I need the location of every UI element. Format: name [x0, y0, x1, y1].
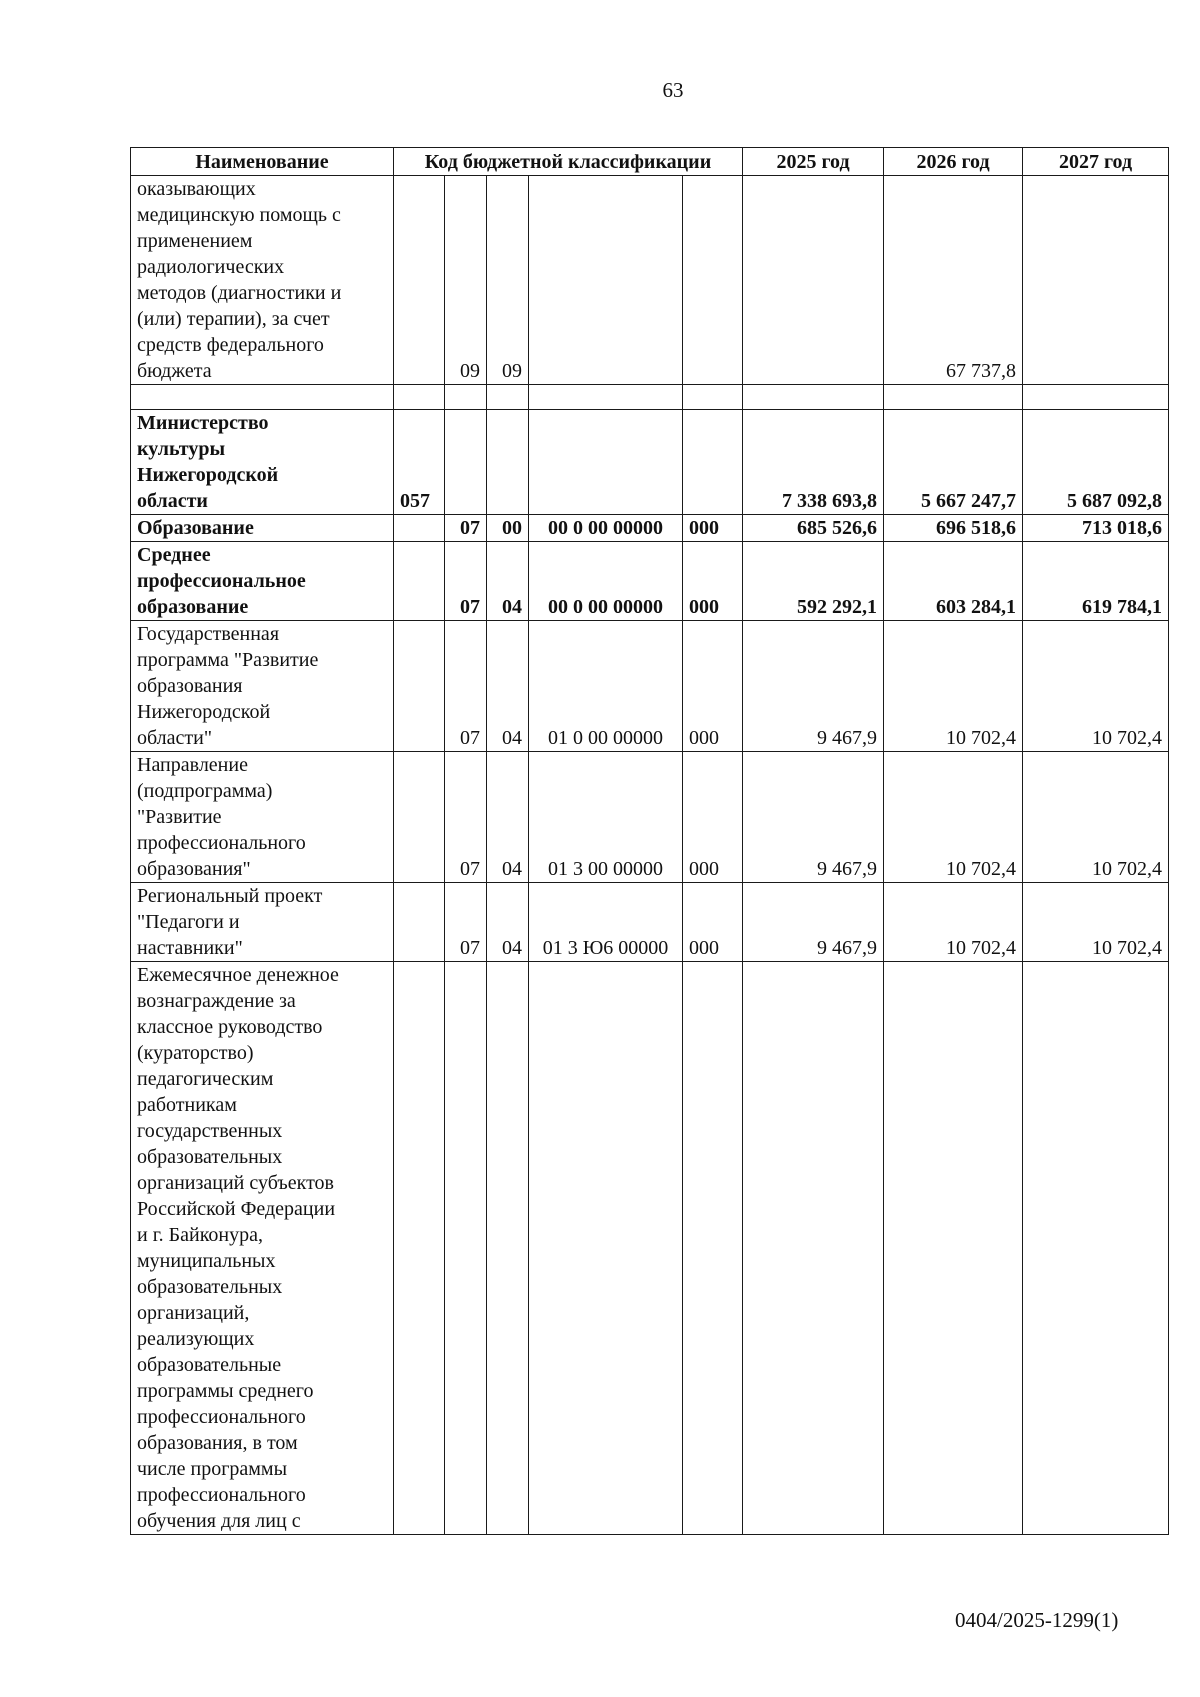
cell-csr	[529, 176, 683, 385]
cell-ved	[394, 752, 445, 883]
table-row	[131, 542, 1169, 621]
cell-name	[131, 752, 394, 883]
name-line: наставники"	[137, 937, 243, 959]
cell-ved	[394, 176, 445, 385]
cell-vr: 000	[683, 515, 743, 542]
name-line: Министерство	[137, 412, 269, 434]
cell-2025: 685 526,6	[743, 515, 884, 542]
cell-2026	[884, 962, 1023, 1535]
cell-pr: 04	[487, 752, 529, 883]
name-line: обучения для лиц с	[137, 1510, 301, 1532]
cell-ved	[394, 542, 445, 621]
cell-2025	[743, 176, 884, 385]
cell-pr: 04	[487, 621, 529, 752]
document-code: 0404/2025-1299(1)	[955, 1608, 1119, 1632]
cell-vr: 000	[683, 621, 743, 752]
name-line: радиологических	[137, 256, 285, 278]
cell-2027: 10 702,4	[1023, 752, 1169, 883]
name-line: муниципальных	[137, 1250, 276, 1272]
cell-2027: 5 687 092,8	[1023, 410, 1169, 515]
cell-2027: 713 018,6	[1023, 515, 1169, 542]
cell-csr	[529, 962, 683, 1535]
cell-2025	[743, 385, 884, 410]
cell-csr: 00 0 00 00000	[529, 515, 683, 542]
cell-name	[131, 385, 394, 410]
cell-2027	[1023, 385, 1169, 410]
cell-vr: 000	[683, 883, 743, 962]
name-line: оказывающих	[137, 178, 256, 200]
name-line: медицинскую помощь с	[137, 204, 341, 226]
name-line: "Развитие	[137, 806, 222, 828]
table-row	[131, 515, 1169, 542]
name-line: образовательные	[137, 1354, 282, 1376]
cell-2026: 696 518,6	[884, 515, 1023, 542]
name-line: Российской Федерации	[137, 1198, 336, 1220]
cell-name	[131, 962, 394, 1535]
cell-name	[131, 176, 394, 385]
cell-ved	[394, 883, 445, 962]
name-line: организаций,	[137, 1302, 250, 1324]
cell-2026: 603 284,1	[884, 542, 1023, 621]
cell-ved	[394, 385, 445, 410]
cell-rz	[445, 962, 487, 1535]
cell-pr	[487, 385, 529, 410]
name-line: профессионального	[137, 1406, 306, 1428]
cell-csr: 01 3 Ю6 00000	[529, 883, 683, 962]
name-line: области"	[137, 727, 213, 749]
cell-rz: 07	[445, 883, 487, 962]
name-line: Нижегородской	[137, 464, 279, 486]
name-line: образование	[137, 596, 249, 618]
cell-2025: 592 292,1	[743, 542, 884, 621]
cell-2026: 10 702,4	[884, 752, 1023, 883]
cell-rz: 07	[445, 542, 487, 621]
cell-rz	[445, 410, 487, 515]
cell-rz: 07	[445, 621, 487, 752]
name-line: государственных	[137, 1120, 283, 1142]
name-line: Образование	[137, 517, 254, 539]
table-row	[131, 385, 1169, 410]
cell-vr	[683, 176, 743, 385]
cell-2025: 9 467,9	[743, 883, 884, 962]
name-line: Нижегородской	[137, 701, 271, 723]
name-line: области	[137, 490, 208, 512]
name-line: Региональный проект	[137, 885, 323, 907]
header-2027: 2027 год	[1023, 148, 1169, 176]
cell-csr: 00 0 00 00000	[529, 542, 683, 621]
name-line: числе программы	[137, 1458, 288, 1480]
table-row	[131, 410, 1169, 515]
cell-ved	[394, 621, 445, 752]
cell-name	[131, 621, 394, 752]
cell-csr: 01 0 00 00000	[529, 621, 683, 752]
name-line: организаций субъектов	[137, 1172, 334, 1194]
table-row	[131, 752, 1169, 883]
name-line: "Педагоги и	[137, 911, 240, 933]
cell-pr: 00	[487, 515, 529, 542]
name-line: вознаграждение за	[137, 990, 296, 1012]
cell-2025: 7 338 693,8	[743, 410, 884, 515]
cell-2025: 9 467,9	[743, 752, 884, 883]
cell-vr	[683, 385, 743, 410]
cell-csr	[529, 385, 683, 410]
cell-2026	[884, 385, 1023, 410]
name-line: Среднее	[137, 544, 211, 566]
cell-2027: 619 784,1	[1023, 542, 1169, 621]
table-row	[131, 883, 1169, 962]
table-row	[131, 176, 1169, 385]
cell-vr	[683, 962, 743, 1535]
cell-2026: 5 667 247,7	[884, 410, 1023, 515]
name-line: и г. Байконура,	[137, 1224, 263, 1246]
name-line: программы среднего	[137, 1380, 314, 1402]
cell-2026: 10 702,4	[884, 883, 1023, 962]
cell-name	[131, 515, 394, 542]
name-line: классное руководство	[137, 1016, 323, 1038]
cell-2026: 67 737,8	[884, 176, 1023, 385]
table-header-row	[131, 148, 1169, 176]
cell-vr	[683, 410, 743, 515]
cell-csr	[529, 410, 683, 515]
name-line: профессионального	[137, 1484, 306, 1506]
name-line: программа "Развитие	[137, 649, 319, 671]
name-line: профессионального	[137, 832, 306, 854]
name-line: методов (диагностики и	[137, 282, 342, 304]
cell-pr: 04	[487, 883, 529, 962]
cell-ved	[394, 515, 445, 542]
header-2026: 2026 год	[884, 148, 1023, 176]
name-line: образования	[137, 675, 243, 697]
cell-name	[131, 410, 394, 515]
cell-pr	[487, 962, 529, 1535]
cell-vr: 000	[683, 542, 743, 621]
name-line: образования"	[137, 858, 251, 880]
header-name: Наименование	[131, 148, 394, 176]
cell-2027	[1023, 962, 1169, 1535]
name-line: профессиональное	[137, 570, 306, 592]
cell-2027	[1023, 176, 1169, 385]
cell-2026: 10 702,4	[884, 621, 1023, 752]
name-line: реализующих	[137, 1328, 255, 1350]
name-line: бюджета	[137, 360, 212, 382]
name-line: (кураторство)	[137, 1042, 254, 1064]
name-line: образовательных	[137, 1146, 283, 1168]
name-line: применением	[137, 230, 253, 252]
cell-ved: 057	[394, 410, 445, 515]
cell-rz: 09	[445, 176, 487, 385]
cell-name	[131, 883, 394, 962]
cell-pr: 09	[487, 176, 529, 385]
cell-2025	[743, 962, 884, 1535]
name-line: Ежемесячное денежное	[137, 964, 339, 986]
table-body	[131, 176, 1169, 1535]
cell-csr: 01 3 00 00000	[529, 752, 683, 883]
table-row	[131, 621, 1169, 752]
name-line: педагогическим	[137, 1068, 274, 1090]
cell-pr	[487, 410, 529, 515]
cell-2025: 9 467,9	[743, 621, 884, 752]
page-number: 63	[662, 78, 684, 102]
name-line: (подпрограмма)	[137, 780, 273, 802]
name-line: (или) терапии), за счет	[137, 308, 330, 330]
cell-name	[131, 542, 394, 621]
name-line: культуры	[137, 438, 226, 460]
cell-ved	[394, 962, 445, 1535]
cell-rz	[445, 385, 487, 410]
header-code: Код бюджетной классификации	[394, 148, 743, 176]
cell-pr: 04	[487, 542, 529, 621]
header-2025: 2025 год	[743, 148, 884, 176]
cell-2027: 10 702,4	[1023, 883, 1169, 962]
cell-vr: 000	[683, 752, 743, 883]
cell-rz: 07	[445, 515, 487, 542]
budget-table	[130, 147, 1169, 1535]
name-line: образовательных	[137, 1276, 283, 1298]
table-row	[131, 962, 1169, 1535]
name-line: образования, в том	[137, 1432, 298, 1454]
name-line: средств федерального	[137, 334, 324, 356]
cell-rz: 07	[445, 752, 487, 883]
name-line: Направление	[137, 754, 248, 776]
name-line: работникам	[137, 1094, 237, 1116]
name-line: Государственная	[137, 623, 280, 645]
cell-2027: 10 702,4	[1023, 621, 1169, 752]
